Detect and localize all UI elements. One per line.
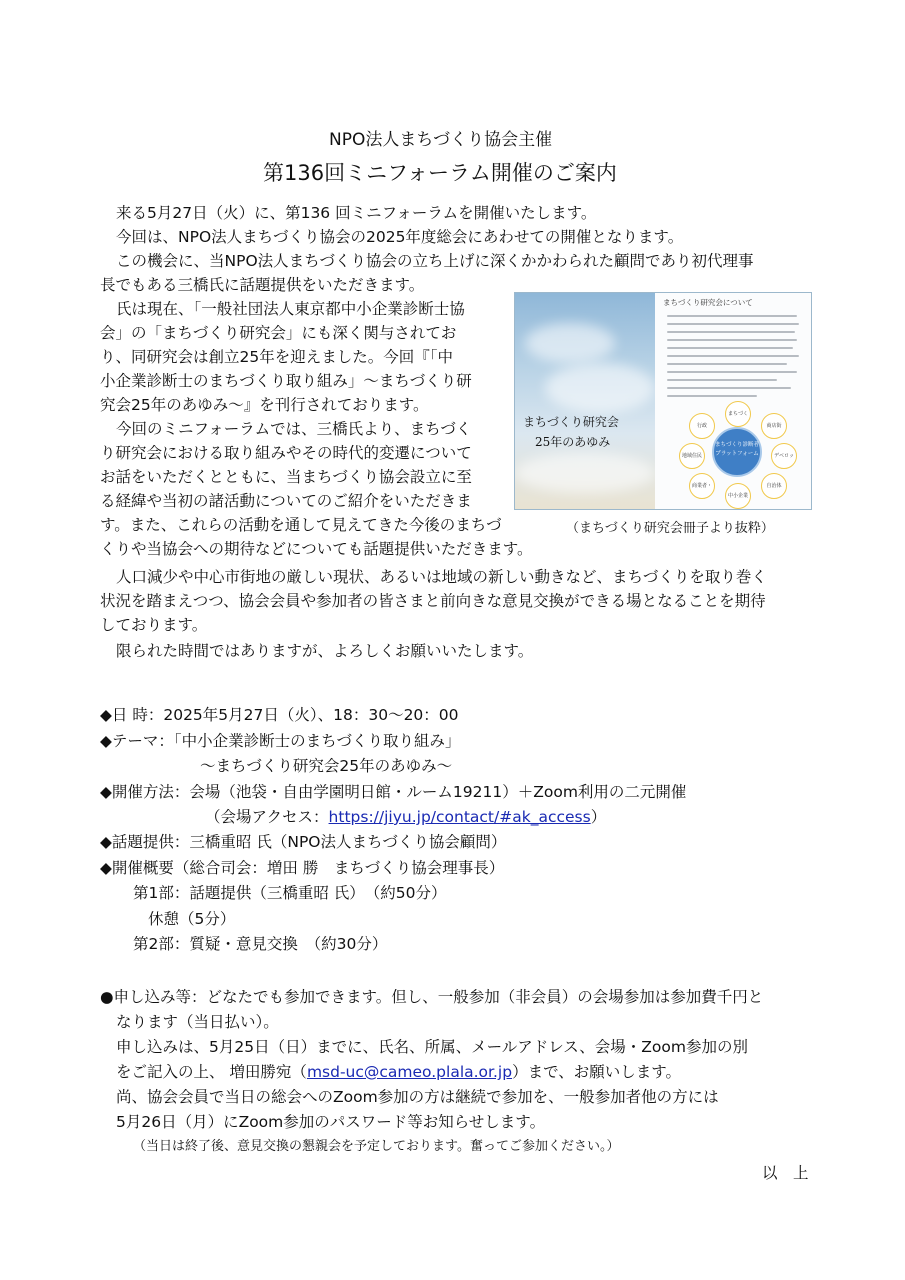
intro-line: 氏は現在、「一般社団法人東京都中小企業診断士協 (116, 300, 465, 318)
contact-email-link[interactable]: msd-uc@cameo.plala.or.jp (306, 1063, 513, 1081)
intro-line: しております。 (100, 616, 208, 634)
organizer-line: NPO法人まちづくり協会主催 (329, 130, 553, 150)
detail-theme: ◆テーマ：「中小企業診断士のまちづくり取り組み」 (100, 732, 461, 750)
intro-line: 今回のミニフォーラムでは、三橋氏より、まちづく (116, 420, 472, 438)
intro-line: この機会に、当NPO法人まちづくり協会の立ち上げに深くかかわられた顧問であり初代理事 (116, 252, 754, 270)
intro-line: る経緯や当初の諸活動についてのご紹介をいただきま (100, 492, 472, 510)
detail-break: 休憩（5分） (148, 910, 236, 928)
intro-line: 長でもある三橋氏に話題提供をいただきます。 (100, 276, 425, 294)
application-line: 申し込みは、5月25日（日）までに、氏名、所属、メールアドレス、会場・Zoom参加の別 (116, 1038, 748, 1056)
intro-line: 来る5月27日（火）に、第136 回ミニフォーラムを開催いたします。 (116, 204, 597, 222)
detail-date: ◆日 時：2025年5月27日（火）、18：30～20：00 (100, 706, 459, 724)
intro-line: 限られた時間ではありますが、よろしくお願いいたします。 (116, 642, 534, 660)
booklet-node: まちづく (725, 401, 751, 427)
booklet-cover-title: まちづくり研究会 (523, 415, 619, 429)
application-line: をご記入の上、 増田勝宛（msd-uc@cameo.plala.or.jp）まで、お願いします。 (116, 1063, 682, 1081)
booklet-node: 中小企業 (725, 483, 751, 509)
booklet-node: 自治体 (761, 473, 787, 499)
intro-line: 今回は、NPO法人まちづくり協会の2025年度総会にあわせての開催となります。 (116, 228, 684, 246)
booklet-node: 商店街 (761, 413, 787, 439)
booklet-node: 行政 (689, 413, 715, 439)
intro-line: 小企業診断士のまちづくり取り組み」～まちづくり研 (100, 372, 472, 390)
closing-mark: 以 上 (762, 1164, 809, 1182)
booklet-node: デベロッ (771, 443, 797, 469)
application-line: 5月26日（月）にZoom参加のパスワード等お知らせします。 (116, 1113, 546, 1131)
booklet-cover-subtitle: 25年のあゆみ (535, 435, 611, 449)
booklet-image (514, 292, 812, 510)
detail-speaker: ◆話題提供：三橋重昭 氏（NPO法人まちづくり協会顧問） (100, 833, 507, 851)
intro-line: す。また、これらの活動を通して見えてきた今後のまちづ (100, 516, 502, 534)
detail-overview: ◆開催概要（総合司会：増田 勝 まちづくり協会理事長） (100, 859, 505, 877)
figure-caption: （まちづくり研究会冊子より抜粋） (566, 521, 774, 536)
application-line: 尚、協会会員で当日の総会へのZoom参加の方は継続で参加を、一般参加者他の方には (116, 1088, 719, 1106)
detail-theme-subtitle: ～まちづくり研究会25年のあゆみ～ (200, 757, 453, 775)
intro-line: 人口減少や中心市街地の厳しい現状、あるいは地域の新しい動きなど、まちづくりを取り巻く (116, 568, 767, 586)
application-line: ●申し込み等：どなたでも参加できます。但し、一般参加（非会員）の会場参加は参加費千円と (100, 988, 764, 1006)
application-line: なります（当日払い）。 (116, 1013, 279, 1031)
intro-line: くりや当協会への期待などについても話題提供いただきます。 (100, 540, 533, 558)
booklet-node: 商業者・ (689, 473, 715, 499)
intro-line: 状況を踏まえつつ、協会会員や参加者の皆さまと前向きな意見交換ができる場となることを期待 (100, 592, 766, 610)
booklet-node: 地域住民 (679, 443, 705, 469)
detail-part1: 第1部：話題提供（三橋重昭 氏） （約50分） (133, 884, 447, 902)
page-title: 第136回ミニフォーラム開催のご案内 (263, 161, 617, 185)
detail-access: （会場アクセス：https://jiyu.jp/contact/#ak_access） (205, 808, 607, 826)
booklet-panel-title: まちづくり研究会について (663, 298, 753, 307)
venue-access-link[interactable]: https://jiyu.jp/contact/#ak_access (328, 808, 591, 826)
intro-line: お話をいただくとともに、当まちづくり協会設立に至 (100, 468, 472, 486)
application-note: （当日は終了後、意見交換の懇親会を予定しております。奮ってご参加ください。） (133, 1139, 620, 1154)
intro-line: 究会25年のあゆみ～』を刊行されております。 (100, 396, 429, 414)
intro-line: り研究会における取り組みやその時代的変遷について (100, 444, 472, 462)
booklet-hub: まちづくり診断者 プラットフォーム (712, 427, 762, 477)
intro-line: 会」の「まちづくり研究会」にも深く関与されてお (100, 324, 457, 342)
detail-part2: 第2部：質疑・意見交換 （約30分） (133, 935, 388, 953)
detail-method: ◆開催方法：会場（池袋・自由学園明日館・ルーム19211）＋Zoom利用の二元開催 (100, 783, 687, 801)
intro-line: り、同研究会は創立25年を迎えました。今回『「中 (100, 348, 453, 366)
